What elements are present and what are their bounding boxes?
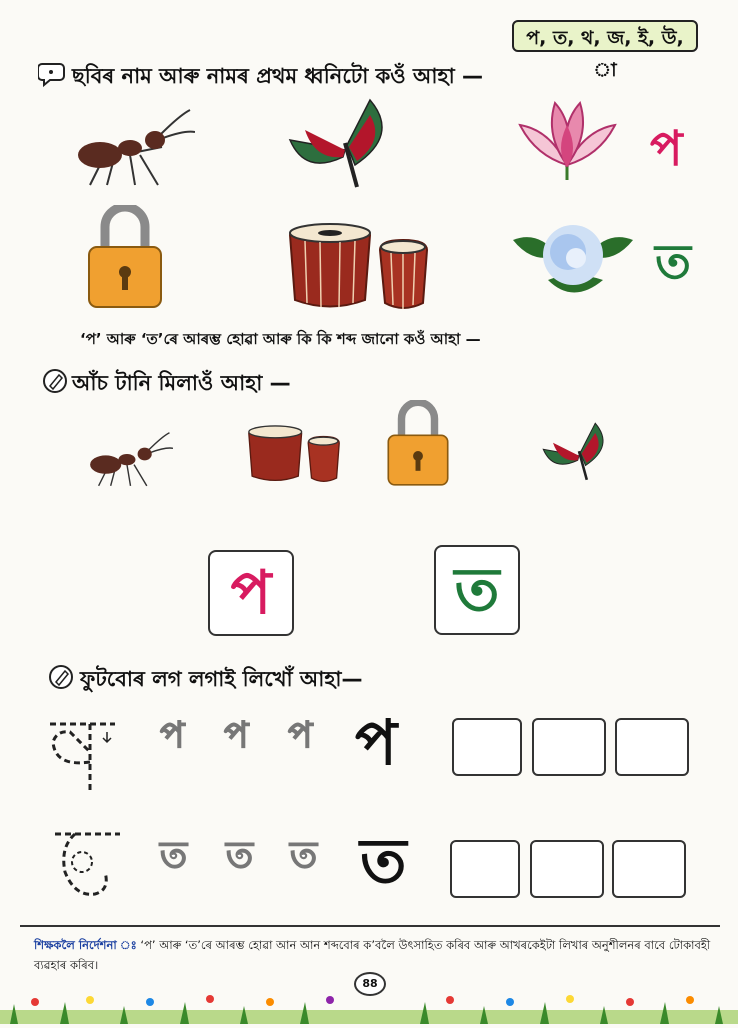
teacher-note-label: শিক্ষকলৈ নিৰ্দেশনা ঃ — [34, 938, 137, 952]
section3-instruction: ফুটবোৰ লগ লগাই লিখোঁ আহা— — [80, 667, 363, 691]
dotted-letter[interactable]: ত — [160, 835, 188, 876]
butterfly-icon — [540, 420, 618, 489]
drum-icon — [245, 420, 345, 490]
pencil-icon — [42, 368, 68, 398]
write-box[interactable] — [452, 718, 522, 776]
dotted-letter[interactable]: ত — [226, 835, 254, 876]
stroke-guide-pa-icon — [45, 712, 125, 796]
flower-icon — [508, 210, 638, 309]
dotted-letter[interactable]: প — [288, 715, 313, 756]
teacher-note — [34, 935, 714, 975]
drum-icon — [285, 215, 435, 319]
section2-instruction: আঁচ টানি মিলাওঁ আহা — — [72, 371, 291, 395]
match-tile-pa[interactable] — [208, 550, 294, 636]
page-number: 88 — [354, 972, 386, 996]
dotted-letter[interactable]: প — [224, 715, 249, 756]
ant-icon — [75, 100, 195, 194]
tile-letter-ta: ত — [454, 555, 500, 625]
teacher-note-text: ‘প’ আৰু ‘ত’ৰে আৰম্ভ হোৱা আন আন শব্দবোৰ ক’বলৈ উৎসাহিত কৰিব আৰু আখৰকেইটা লিখাৰ অনুশীলনৰ বাবে টোকাবহী ব্যৱহাৰ কৰিব। — [34, 938, 711, 972]
dotted-letter[interactable]: ত — [290, 835, 318, 876]
model-letter-pa: প — [355, 706, 398, 779]
match-tile-ta[interactable] — [434, 545, 520, 635]
model-letter-ta: ত — [360, 824, 407, 897]
section1-question: ‘প’ আৰু ‘ত’ৰে আৰম্ভ হোৱা আৰু কি কি শব্দ জানো কওঁ আহা — — [80, 330, 481, 348]
footer-divider — [20, 925, 720, 927]
write-box[interactable] — [612, 840, 686, 898]
row2-letter: ত — [655, 234, 692, 290]
letters-header-box: প, ত, থ, জ, ই, উ, া — [512, 20, 698, 52]
write-box[interactable] — [615, 718, 689, 776]
lotus-icon — [515, 95, 620, 189]
write-box[interactable] — [450, 840, 520, 898]
flower-border-icon — [0, 990, 738, 1024]
tile-letter-pa: প — [230, 558, 272, 628]
pencil-icon — [48, 664, 74, 694]
write-box[interactable] — [530, 840, 604, 898]
write-box[interactable] — [532, 718, 606, 776]
lock-icon — [85, 205, 165, 314]
section1-instruction: ছবিৰ নাম আৰু নামৰ প্ৰথম ধ্বনিটো কওঁ আহা — — [72, 64, 483, 88]
row1-letter: প — [650, 121, 683, 177]
speech-icon — [38, 60, 68, 92]
stroke-guide-ta-icon — [50, 822, 130, 916]
butterfly-icon — [285, 95, 405, 199]
ant-icon — [88, 425, 173, 494]
lock-icon — [385, 400, 451, 492]
dotted-letter[interactable]: প — [160, 715, 185, 756]
